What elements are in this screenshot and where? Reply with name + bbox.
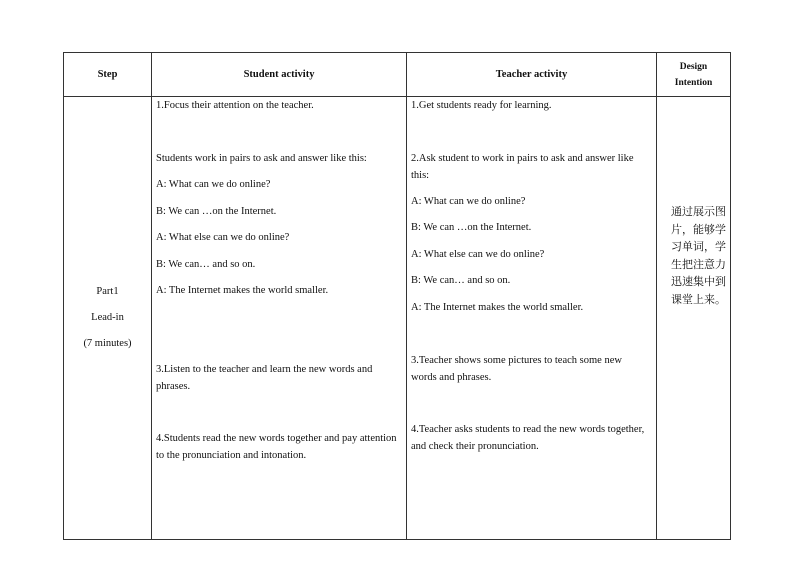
student-dialogue-1: A: What can we do online? <box>156 179 271 190</box>
design-intention-header <box>657 53 731 97</box>
teacher-activity-cell <box>407 97 657 540</box>
teacher-dialogue-5: A: The Internet makes the world smaller. <box>411 302 584 313</box>
step-time: (7 minutes) <box>83 338 132 349</box>
student-dialogue-3: A: What else can we do online? <box>156 232 290 243</box>
table-row <box>64 97 731 540</box>
teacher-dialogue-4: B: We can… and so on. <box>411 275 511 286</box>
teacher-dialogue-1: A: What can we do online? <box>411 196 526 207</box>
design-header-line1: Design <box>679 61 708 72</box>
design-header-line2: Intention <box>674 77 713 88</box>
step-name: Lead-in <box>91 312 124 323</box>
student-item-3: 3.Listen to the teacher and learn the new words and phrases. <box>156 364 373 392</box>
teacher-item-1: 1.Get students ready for learning. <box>411 100 552 111</box>
teacher-item-3: 3.Teacher shows some pictures to teach some new words and phrases. <box>411 355 622 383</box>
design-intention-cell <box>657 97 731 540</box>
student-item-2: Students work in pairs to ask and answer like this: <box>156 153 367 164</box>
student-item-4: 4.Students read the new words together and pay attention to the pronunciation and intonation. <box>156 433 397 461</box>
student-item-1: 1.Focus their attention on the teacher. <box>156 100 314 111</box>
student-dialogue-5: A: The Internet makes the world smaller. <box>156 285 329 296</box>
step-header: Step <box>64 53 152 97</box>
step-cell <box>64 97 152 540</box>
lesson-plan-table <box>63 52 731 540</box>
teacher-dialogue-2: B: We can …on the Internet. <box>411 222 532 233</box>
teacher-activity-header: Teacher activity <box>407 53 657 97</box>
student-activity-cell <box>152 97 407 540</box>
teacher-dialogue-3: A: What else can we do online? <box>411 249 545 260</box>
teacher-item-4: 4.Teacher asks students to read the new words together, and check their pronunciation. <box>411 424 645 452</box>
teacher-item-2: 2.Ask student to work in pairs to ask and answer like this: <box>411 153 634 181</box>
student-dialogue-2: B: We can …on the Internet. <box>156 206 277 217</box>
student-activity-header: Student activity <box>152 53 407 97</box>
design-intention-text: 通过展示图片，能够学习单词，学生把注意力迅速集中到课堂上来。 <box>671 205 726 306</box>
table-header-row <box>64 53 731 97</box>
step-part: Part1 <box>96 286 119 297</box>
student-dialogue-4: B: We can… and so on. <box>156 259 256 270</box>
